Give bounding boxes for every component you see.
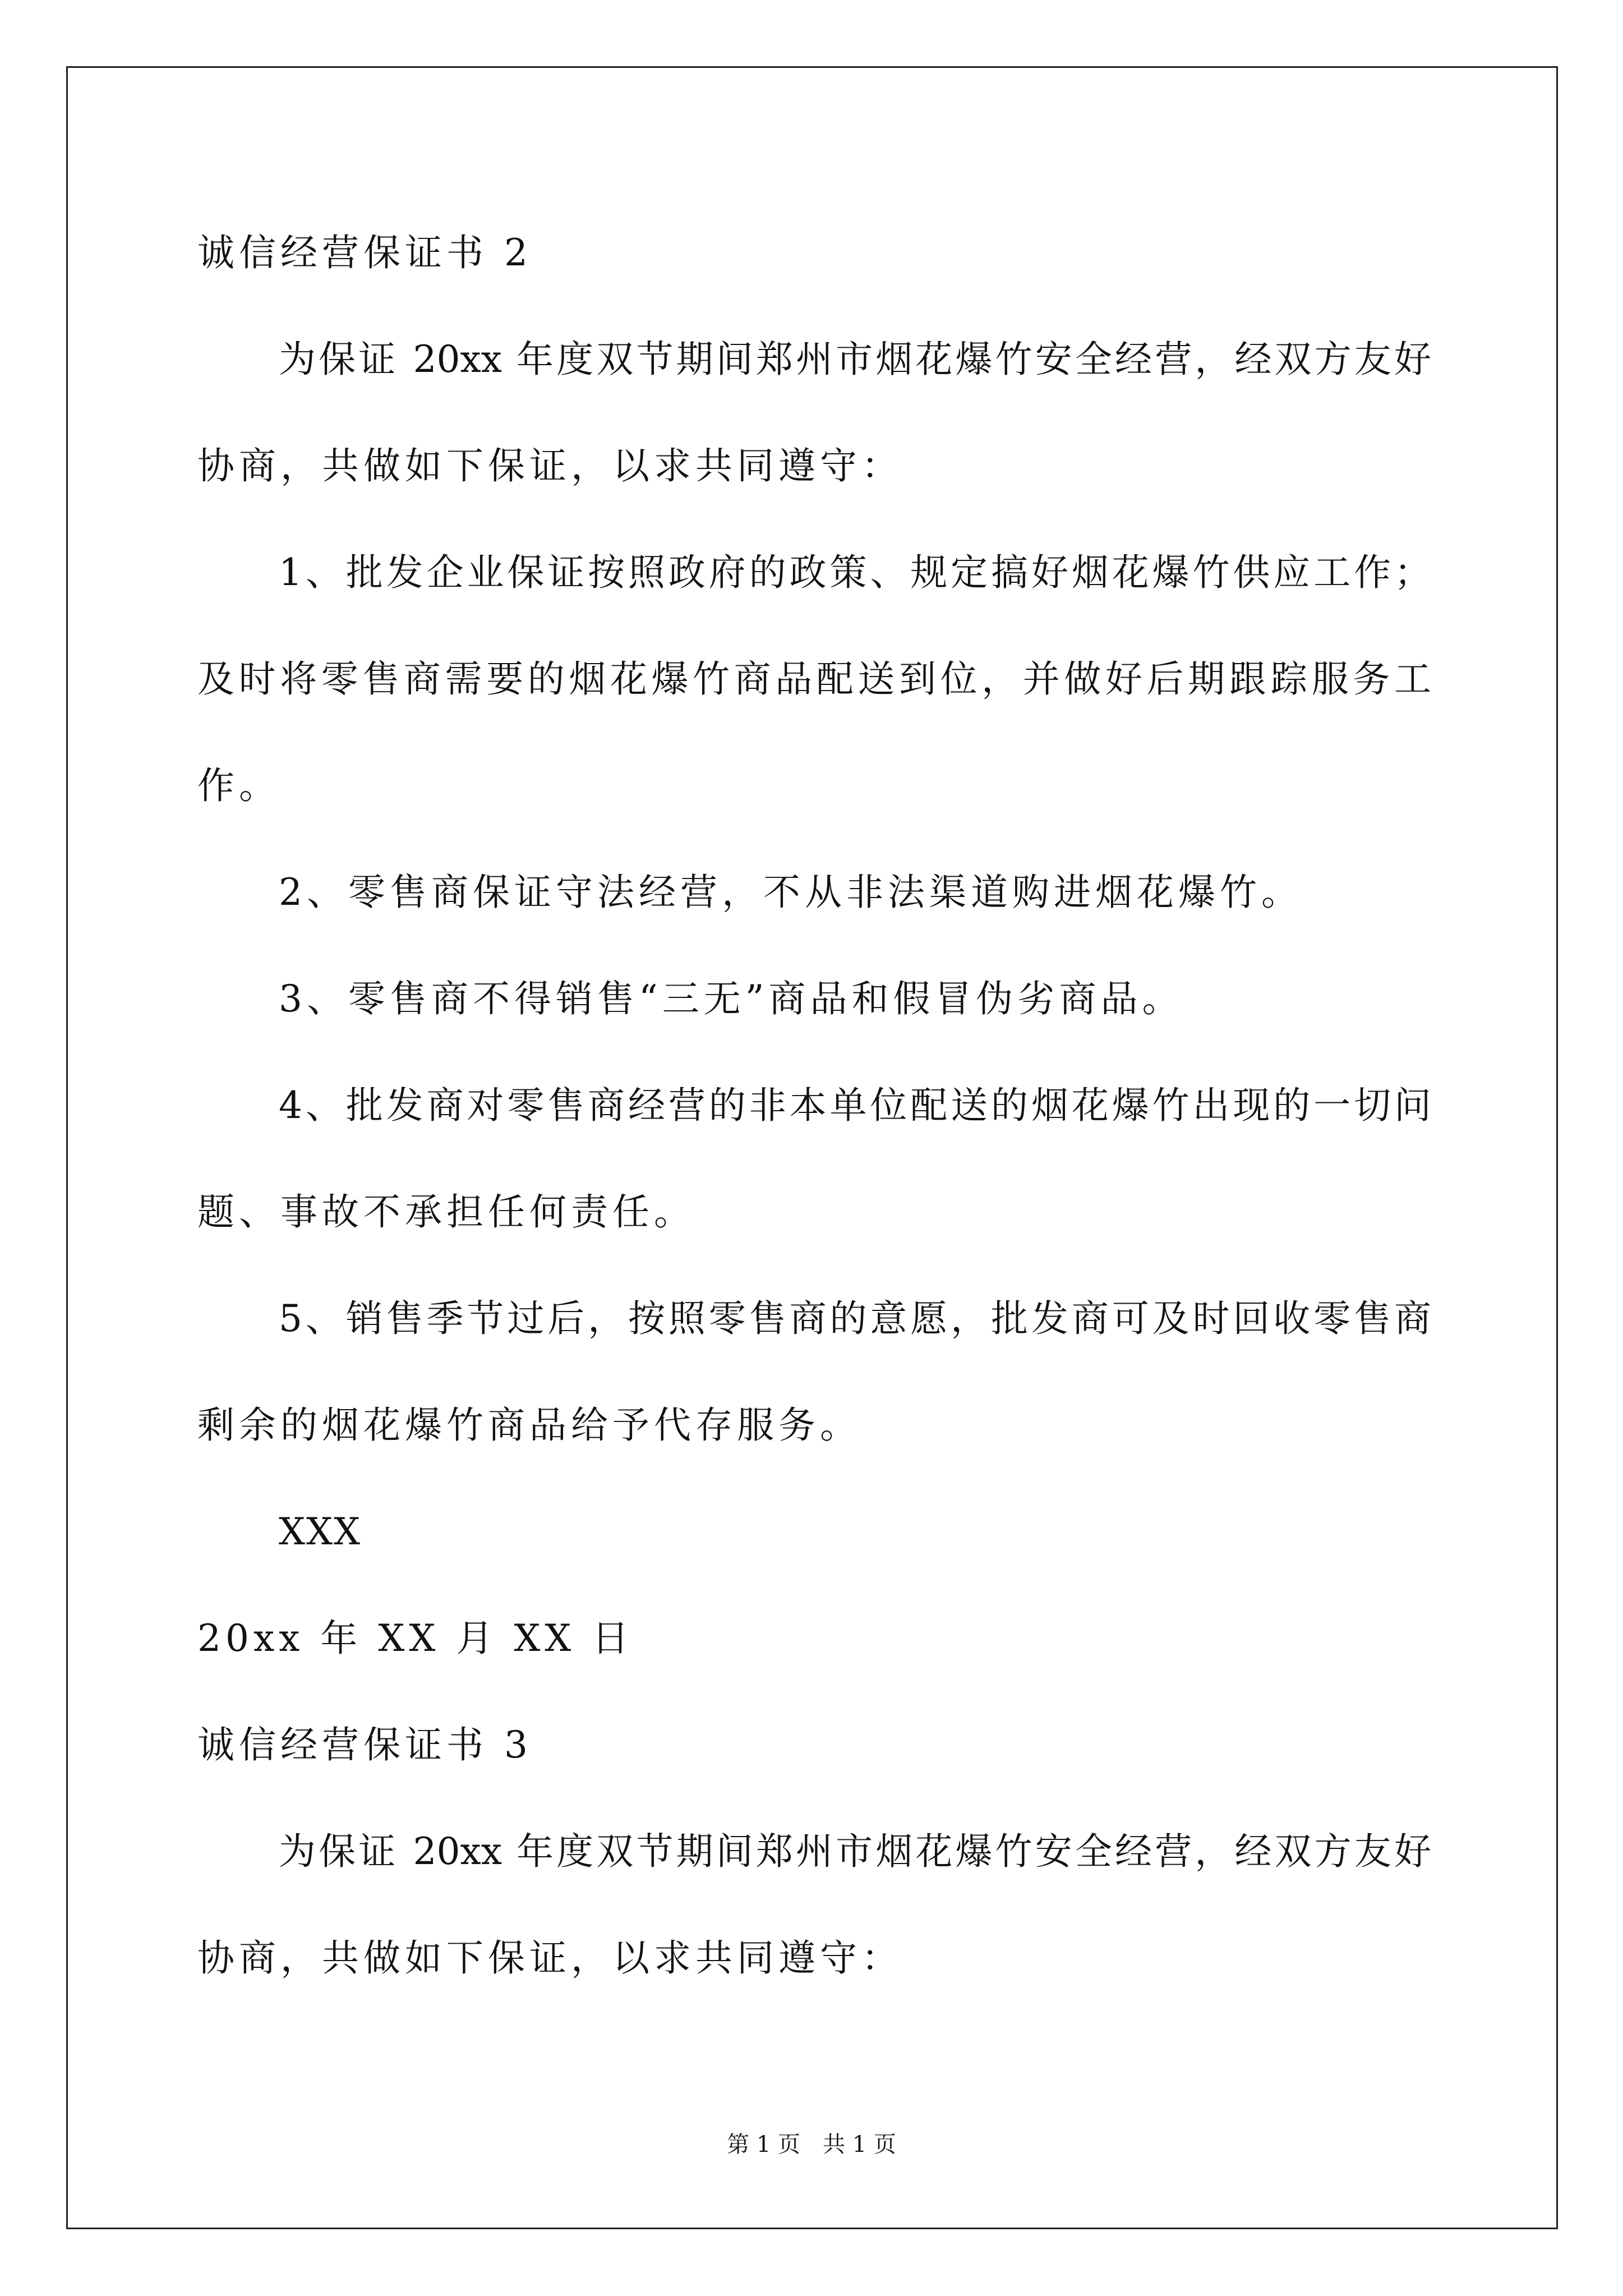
list-item-line: 3、零售商不得销售“三无”商品和假冒伪劣商品。 — [279, 977, 1184, 1020]
list-item-line: 题、事故不承担任何责任。 — [197, 1190, 695, 1234]
list-item-line: 5、销售季节过后，按照零售商的意愿，批发商可及时回收零售商 — [279, 1297, 1431, 1340]
list-item-line: 2、零售商保证守法经营，不从非法渠道购进烟花爆竹。 — [279, 871, 1303, 914]
section-heading: 诚信经营保证书 3 — [197, 1723, 532, 1766]
page-number: 第 1 页 — [727, 2132, 800, 2157]
list-item-line: 1、批发企业保证按照政府的政策、规定搞好烟花爆竹供应工作； — [279, 551, 1431, 594]
paragraph-line: 为保证 20xx 年度双节期间郑州市烟花爆竹安全经营，经双方友好 — [279, 1830, 1431, 1873]
paragraph-line: 协商，共做如下保证，以求共同遵守： — [197, 1936, 903, 1980]
page-frame — [66, 66, 1558, 2229]
list-item-line: 作。 — [197, 764, 280, 807]
page-total: 共 1 页 — [823, 2132, 896, 2157]
list-item-line: 4、批发商对零售商经营的非本单位配送的烟花爆竹出现的一切问 — [279, 1084, 1431, 1127]
paragraph-line: 协商，共做如下保证，以求共同遵守： — [197, 444, 903, 487]
date-line: 20xx 年 XX 月 XX 日 — [197, 1617, 634, 1660]
page-footer — [0, 2133, 1623, 2156]
list-item-line: 及时将零售商需要的烟花爆竹商品配送到位，并做好后期跟踪服务工 — [197, 657, 1431, 701]
section-heading: 诚信经营保证书 2 — [197, 231, 532, 274]
signature: XXX — [279, 1510, 361, 1553]
paragraph-line: 为保证 20xx 年度双节期间郑州市烟花爆竹安全经营，经双方友好 — [279, 338, 1431, 381]
list-item-line: 剩余的烟花爆竹商品给予代存服务。 — [197, 1404, 861, 1447]
